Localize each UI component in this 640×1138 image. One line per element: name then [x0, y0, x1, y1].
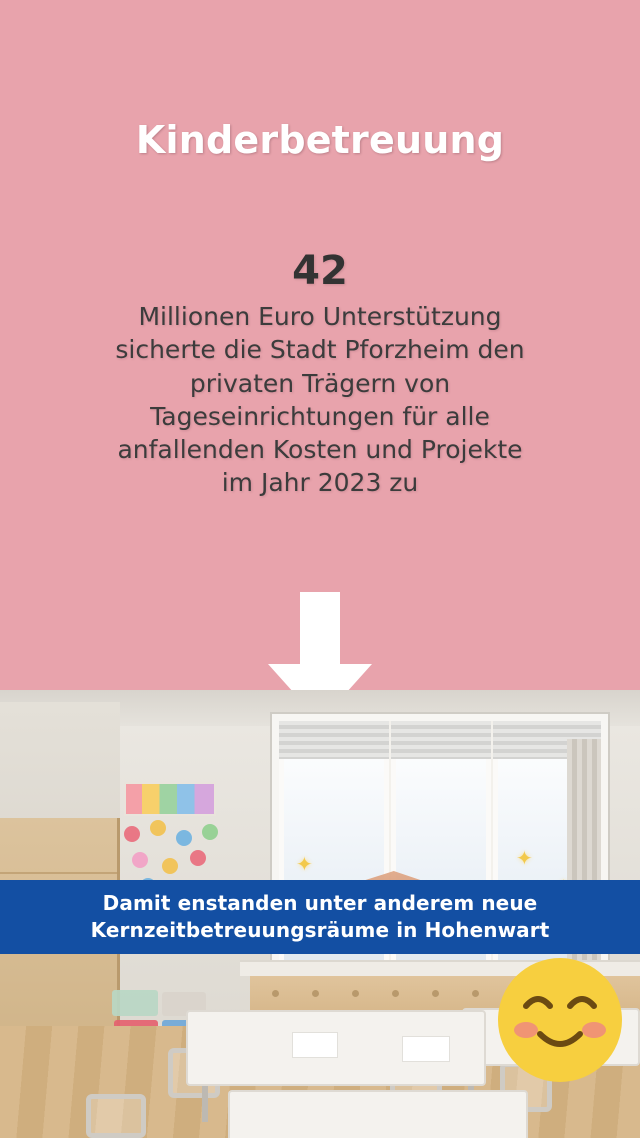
photo-table — [186, 1010, 486, 1086]
smiling-face-with-smiling-eyes-icon — [496, 956, 624, 1084]
statistic-block — [110, 248, 530, 500]
statistic-number: 42 — [292, 248, 348, 294]
statistic-description: Millionen Euro Unterstützung sicherte die Stadt Pforzheim den privaten Trägern von Tageseinrichtungen für alle anfallenden Kosten und Projekte im Jahr 2023 zu — [115, 302, 525, 498]
caption-line-2: Kernzeitbetreuungsräume in Hohenwart — [90, 918, 550, 942]
window-star-decoration: ✦ — [296, 852, 313, 876]
page-title: Kinderbetreuung — [135, 118, 505, 162]
window-star-decoration: ✦ — [516, 846, 533, 870]
caption-band — [0, 880, 640, 954]
photo-chair — [86, 1094, 146, 1138]
window-blind — [391, 721, 491, 759]
window-blind — [279, 721, 389, 759]
photo-wall-decoration — [124, 782, 216, 816]
caption-line-1: Damit enstanden unter anderem neue — [102, 891, 538, 915]
photo-table — [228, 1090, 528, 1138]
